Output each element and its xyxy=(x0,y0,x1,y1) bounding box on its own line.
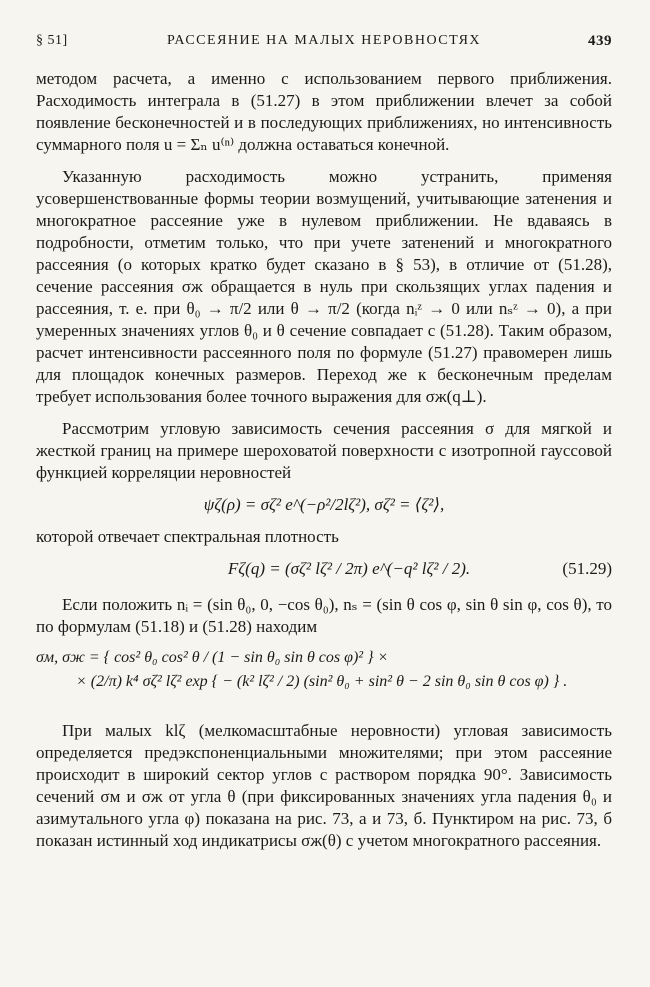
formula-cross-section-line-2: × (2/π) k⁴ σζ² lζ² exp { − (k² lζ² / 2) (sin² θ₀ + sin² θ − 2 sin θ₀ sin θ cos φ) } . xyxy=(76,673,568,690)
running-header xyxy=(36,30,612,52)
paragraph-1: методом расчета, а именно с использованием первого приближения. Расходимость интеграла в (51.27) в этом приближении влечет за собой появление бесконечностей и в последующих приближениях, но интенсивность суммарного поля u = Σₙ u⁽ⁿ⁾ должна оставаться конечной. xyxy=(36,69,612,154)
formula-correlation: ψζ(ρ) = σζ² e^(−ρ²/2lζ²), σζ² = ⟨ζ²⟩, xyxy=(203,495,445,514)
formula-cross-section xyxy=(36,646,612,694)
paragraph-5: Если положить nᵢ = (sin θ₀, 0, −cos θ₀), nₛ = (sin θ cos φ, sin θ sin φ, cos θ), то по формулам (51.18) и (51.28) находим xyxy=(36,595,612,636)
section-label: § 51] xyxy=(36,33,68,48)
paragraph-6: При малых klζ (мелкомасштабные неровности) угловая зависимость определяется предэкспоненциальными множителями; при этом рассеяние происходит в широкий сектор углов с раствором порядка 90°. Зависимость сечений σм и σж от угла θ (при фиксированных значениях угла падения θ₀ и азимутального угла φ) показана на рис. 73, а и 73, б. Пунктиром на рис. 73, б показан истинный ход индикатрисы σж(θ) с учетом многократного рассеяния. xyxy=(36,721,612,850)
paragraph-4: которой отвечает спектральная плотность xyxy=(36,527,339,546)
paragraph-2: Указанную расходимость можно устранить, применяя усовершенствованные формы теории возмущений, учитывающие затенения и многократное рассеяние уже в нулевом приближении. Не вдаваясь в подробности, отметим только, что при учете затенений и многократного рассеяния (о которых кратко будет сказано в § 53), в отличие от (51.28), сечение рассеяния σж обращается в нуль при скользящих углах падения и рассеяния, т. е. при θ₀ → π/2 или θ → π/2 (когда nᵢᶻ → 0 или nₛᶻ → 0), а при умеренных значениях углов θ₀ и θ сечение совпадает с (51.28). Таким образом, расчет интенсивности рассеянного поля по формуле (51.27) правомерен лишь для площадок конечных размеров. Переход же к бесконечным пределам требует использования более точного выражения для σж(q⊥). xyxy=(36,167,612,406)
formula-cross-section-line-1: σм, σж = { cos² θ₀ cos² θ / (1 − sin θ₀ sin θ cos φ)² } × xyxy=(36,649,389,666)
formula-spectral-row xyxy=(36,558,612,580)
equation-number: (51.29) xyxy=(562,559,612,578)
page-body xyxy=(36,68,612,852)
page-number: 439 xyxy=(588,33,612,49)
paragraph-3: Рассмотрим угловую зависимость сечения рассеяния σ для мягкой и жесткой границ на примере шероховатой поверхности с изотропной гауссовой функцией корреляции неровностей xyxy=(36,419,612,482)
formula-spectral: Fζ(q) = (σζ² lζ² / 2π) e^(−q² lζ² / 2). xyxy=(227,559,471,578)
chapter-title: РАССЕЯНИЕ НА МАЛЫХ НЕРОВНОСТЯХ xyxy=(166,33,482,48)
